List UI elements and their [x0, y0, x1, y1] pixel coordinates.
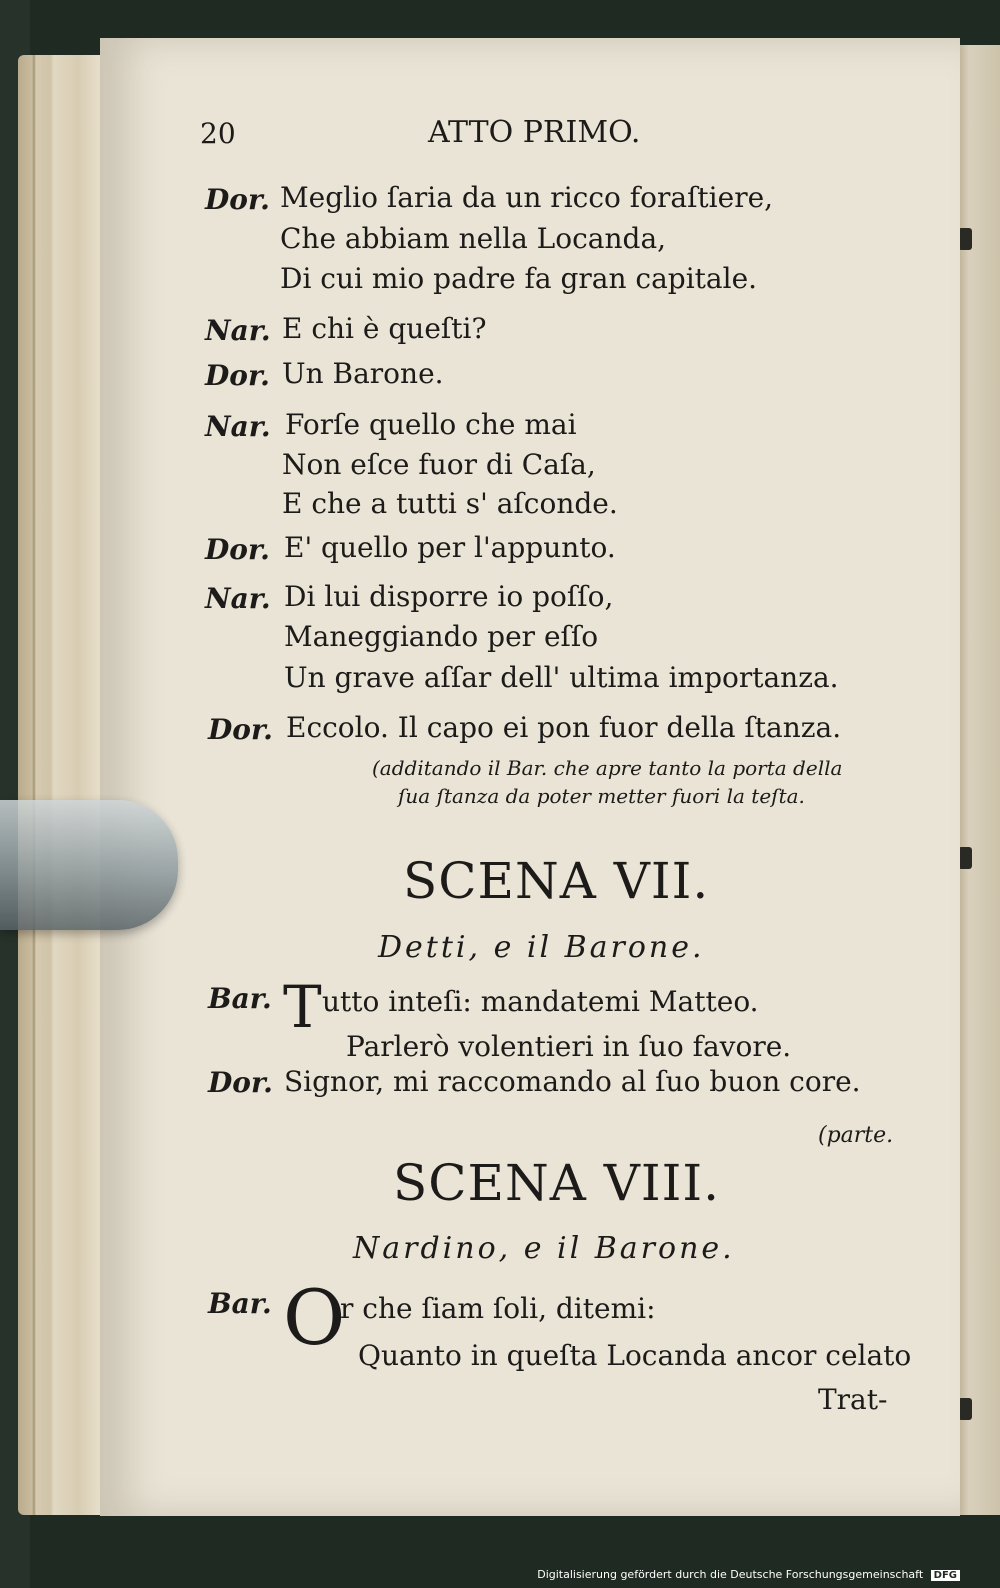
verse-line: Maneggiando per eſſo	[284, 620, 599, 653]
drop-capital: T	[283, 973, 322, 1041]
drop-capital: O	[283, 1273, 346, 1362]
speaker-label: Dor.	[205, 183, 270, 216]
verse-line: Un Barone.	[282, 357, 444, 390]
scene-heading: SCENA VII.	[403, 852, 710, 910]
verse-line: Un grave aſſar dell' ultima importanza.	[284, 661, 839, 694]
facing-page-edge	[956, 45, 1000, 1515]
speaker-label: Nar.	[205, 410, 271, 443]
verse-line: Parlerò volentieri in ſuo favore.	[346, 1030, 792, 1063]
speaker-label: Nar.	[205, 314, 271, 347]
verse-line: Meglio ſaria da un ricco foraſtiere,	[280, 181, 774, 214]
stage-direction: ſua ſtanza da poter metter fuori la teſta.	[398, 784, 805, 808]
verse-line: Non eſce fuor di Caſa,	[282, 448, 596, 481]
page-number: 20	[200, 117, 236, 150]
speaker-label: Bar.	[208, 982, 272, 1015]
scene-heading: SCENA VIII.	[393, 1154, 721, 1212]
page-holder-clip	[0, 800, 178, 930]
verse-line: Di lui disporre io poſſo,	[284, 580, 614, 613]
verse-line: Eccolo. Il capo ei pon fuor della ſtanza.	[286, 711, 842, 744]
stage-direction: (parte.	[818, 1123, 894, 1148]
stage-direction: (additando il Bar. che apre tanto la porta della	[372, 756, 843, 780]
scene-characters: Nardino, e il Barone.	[353, 1231, 735, 1266]
binding-thread-mark	[958, 1398, 972, 1420]
speaker-label: Bar.	[208, 1287, 272, 1320]
verse-line: E' quello per l'appunto.	[284, 531, 616, 564]
verse-line: Forſe quello che mai	[285, 408, 577, 441]
verse-line: E che a tutti s' aſconde.	[282, 487, 618, 520]
digitization-credit	[537, 1568, 960, 1584]
verse-line: Di cui mio padre fa gran capitale.	[280, 262, 758, 295]
speaker-label: Dor.	[205, 533, 270, 566]
speaker-label: Nar.	[205, 582, 271, 615]
speaker-label: Dor.	[205, 359, 270, 392]
running-title: ATTO PRIMO.	[428, 115, 641, 150]
verse-line: Quanto in queſta Locanda ancor celato	[358, 1339, 912, 1372]
verse-line: r che ſiam ſoli, ditemi:	[340, 1292, 656, 1325]
speaker-label: Dor.	[208, 1066, 273, 1099]
catchword: Trat-	[818, 1383, 888, 1416]
dfg-logo: DFG	[931, 1570, 960, 1581]
verse-line: E chi è queſti?	[282, 312, 487, 345]
scene-characters: Detti, e il Barone.	[378, 930, 705, 965]
verse-line: Signor, mi raccomando al ſuo buon core.	[284, 1065, 861, 1098]
verse-line: Che abbiam nella Locanda,	[280, 222, 667, 255]
credit-text: Digitalisierung gefördert durch die Deutsche Forschungsgemeinschaft	[537, 1568, 924, 1581]
binding-thread-mark	[958, 228, 972, 250]
binding-thread-mark	[958, 847, 972, 869]
verse-line: utto inteſi: mandatemi Matteo.	[322, 985, 759, 1018]
speaker-label: Dor.	[208, 713, 273, 746]
